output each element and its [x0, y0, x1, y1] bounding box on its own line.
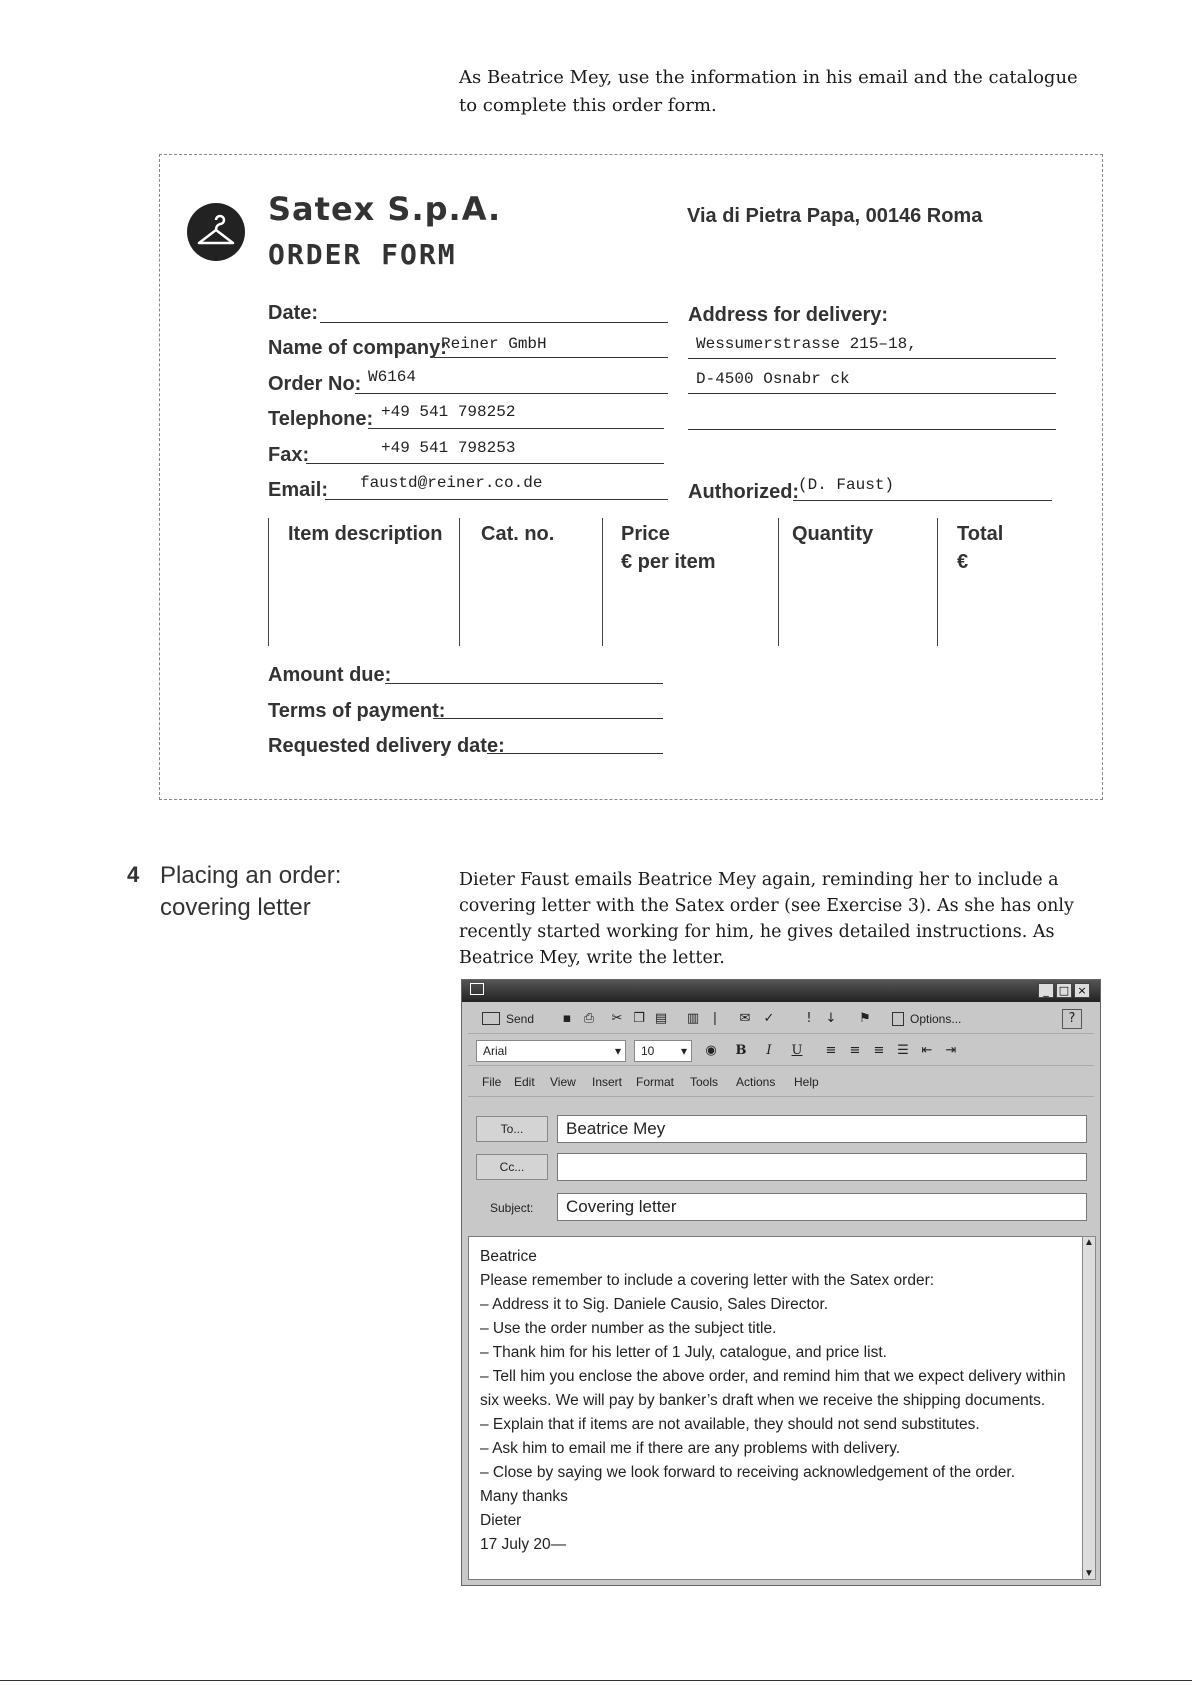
col-item-description: Item description — [288, 523, 443, 545]
close-button[interactable]: × — [1074, 983, 1090, 998]
email-window — [461, 979, 1101, 1586]
authorized-value: (D. Faust) — [798, 476, 895, 494]
body-line: – Use the order number as the subject title. — [480, 1320, 777, 1337]
font-color-icon[interactable]: ◉ — [705, 1043, 717, 1058]
col-price-unit: € per item — [621, 551, 716, 573]
telephone-line — [368, 428, 664, 429]
body-line: – Explain that if items are not available, they should not send substitutes. — [480, 1416, 980, 1433]
menu-help[interactable]: Help — [794, 1075, 819, 1089]
cut-icon[interactable]: ✂ — [611, 1011, 623, 1026]
menu-file[interactable]: File — [482, 1075, 502, 1089]
italic-icon[interactable]: I — [766, 1043, 772, 1058]
authorized-line — [793, 500, 1052, 501]
save-icon[interactable]: ▪ — [562, 1011, 572, 1026]
options-button[interactable] — [892, 1009, 972, 1029]
bullets-icon[interactable]: ☰ — [897, 1043, 909, 1058]
exercise-text: Dieter Faust emails Beatrice Mey again, reminding her to include a covering letter with the Satex order (see Exercise 3). As she has only recently started working for him, he gives detailed instructions. As Beatrice Mey, write the letter. — [459, 870, 1074, 968]
size-select[interactable] — [634, 1040, 692, 1062]
font-value: Arial — [483, 1044, 508, 1058]
table-rule-2 — [459, 518, 460, 646]
toolbar-formatting — [468, 1037, 1094, 1066]
telephone-label: Telephone: — [268, 408, 374, 430]
menu-format[interactable]: Format — [636, 1075, 675, 1089]
minimize-button[interactable]: _ — [1038, 983, 1054, 998]
to-field[interactable]: Beatrice Mey — [557, 1115, 1087, 1143]
brand-name: Satex S.p.A. — [268, 190, 502, 228]
terms-label: Terms of payment: — [268, 700, 446, 722]
order-no-line — [355, 393, 668, 394]
decrease-indent-icon[interactable]: ⇤ — [921, 1043, 933, 1058]
send-icon — [482, 1012, 500, 1025]
subject-label: Subject: — [490, 1201, 534, 1215]
amount-due-label: Amount due: — [268, 664, 392, 686]
col-total-unit: € — [957, 551, 969, 573]
company-line — [434, 357, 668, 358]
subject-field[interactable]: Covering letter — [557, 1193, 1087, 1221]
toolbar-standard — [468, 1005, 1094, 1034]
low-importance-icon[interactable]: ↓ — [825, 1011, 837, 1026]
scroll-down-icon[interactable]: ▼ — [1084, 1568, 1094, 1579]
table-rule-3 — [602, 518, 603, 646]
telephone-value: +49 541 798252 — [381, 403, 516, 421]
date-line — [320, 322, 668, 323]
delivery-value-2: D-4500 Osnabr ck — [696, 370, 850, 388]
delivery-date-label: Requested delivery date: — [268, 735, 505, 757]
email-line — [325, 499, 668, 500]
cc-button[interactable]: Cc... — [476, 1154, 548, 1180]
options-icon — [892, 1012, 904, 1026]
exercise-number: 4 — [127, 862, 140, 887]
order-no-value: W6164 — [368, 368, 417, 386]
title-bar — [462, 980, 1100, 1002]
increase-indent-icon[interactable]: ⇥ — [945, 1043, 957, 1058]
body-line: Beatrice — [480, 1248, 537, 1265]
fax-label: Fax: — [268, 444, 310, 466]
date-label: Date: — [268, 302, 319, 324]
print-icon[interactable]: ⎙ — [583, 1011, 595, 1026]
col-cat-no: Cat. no. — [481, 523, 555, 545]
col-quantity: Quantity — [792, 523, 874, 545]
align-right-icon[interactable]: ≡ — [873, 1043, 885, 1058]
menu-insert[interactable]: Insert — [592, 1075, 623, 1089]
delivery-date-line — [487, 753, 663, 754]
exercise-title: Placing an order: covering letter — [160, 862, 342, 921]
table-rule-1 — [268, 518, 269, 646]
insert-item-icon[interactable]: ✉ — [739, 1011, 751, 1026]
address-book-icon[interactable]: ▥ — [686, 1011, 700, 1026]
menu-bar — [468, 1068, 1094, 1097]
delivery-line-3 — [688, 429, 1056, 430]
delivery-label: Address for delivery: — [688, 304, 889, 326]
bold-icon[interactable]: B — [735, 1043, 747, 1058]
font-select[interactable] — [476, 1040, 626, 1062]
high-importance-icon[interactable]: ! — [806, 1011, 812, 1026]
flag-icon[interactable]: ⚑ — [859, 1011, 871, 1026]
copy-icon[interactable]: ❐ — [633, 1011, 645, 1026]
align-center-icon[interactable]: ≡ — [849, 1043, 861, 1058]
check-names-icon[interactable]: ✓ — [763, 1011, 775, 1026]
menu-view[interactable]: View — [550, 1075, 576, 1089]
size-value: 10 — [641, 1044, 655, 1058]
chevron-down-icon: ▾ — [680, 1044, 687, 1058]
menu-tools[interactable]: Tools — [690, 1075, 719, 1089]
body-line: six weeks. We will pay by banker’s draft when we receive the shipping documents. — [480, 1392, 1046, 1409]
table-rule-4 — [778, 518, 779, 646]
amount-due-line — [385, 683, 663, 684]
email-label: Email: — [268, 479, 329, 501]
terms-line — [433, 718, 663, 719]
maximize-button[interactable]: □ — [1056, 983, 1072, 998]
align-left-icon[interactable]: ≡ — [825, 1043, 837, 1058]
delivery-value-1: Wessumerstrasse 215–18, — [696, 335, 917, 353]
cc-field[interactable] — [557, 1153, 1087, 1181]
to-button[interactable]: To... — [476, 1116, 548, 1142]
order-no-label: Order No: — [268, 373, 362, 395]
paste-icon[interactable]: ▤ — [654, 1011, 668, 1026]
col-price: Price — [621, 523, 670, 545]
authorized-label: Authorized: — [688, 481, 800, 503]
form-title: ORDER FORM — [268, 238, 457, 271]
send-label: Send — [506, 1012, 535, 1026]
company-label: Name of company: — [268, 337, 447, 359]
body-line: – Address it to Sig. Daniele Causio, Sales Director. — [480, 1296, 829, 1313]
body-line: Many thanks — [480, 1488, 568, 1505]
body-line: Please remember to include a covering letter with the Satex order: — [480, 1272, 935, 1289]
delivery-line-1 — [688, 358, 1056, 359]
options-label: Options... — [910, 1012, 962, 1026]
scroll-up-icon[interactable]: ▲ — [1084, 1237, 1094, 1248]
intro-text: As Beatrice Mey, use the information in his email and the catalogue to complete this order form. — [459, 67, 1078, 116]
fax-value: +49 541 798253 — [381, 439, 516, 457]
attach-icon[interactable]: ❘ — [709, 1011, 721, 1026]
fax-line — [306, 463, 664, 464]
table-rule-5 — [937, 518, 938, 646]
chevron-down-icon: ▾ — [614, 1044, 621, 1058]
menu-edit[interactable]: Edit — [514, 1075, 535, 1089]
menu-actions[interactable]: Actions — [736, 1075, 776, 1089]
body-line: – Ask him to email me if there are any problems with delivery. — [480, 1440, 901, 1457]
body-line: – Tell him you enclose the above order, and remind him that we expect delivery within — [480, 1368, 1066, 1385]
underline-icon[interactable]: U — [791, 1043, 803, 1058]
col-total: Total — [957, 523, 1004, 545]
body-line: – Thank him for his letter of 1 July, catalogue, and price list. — [480, 1344, 887, 1361]
scrollbar[interactable] — [1082, 1236, 1096, 1580]
company-value: Reiner GmbH — [441, 335, 547, 353]
page-bottom-rule — [0, 1680, 1192, 1681]
help-icon[interactable]: ? — [1062, 1009, 1082, 1029]
hanger-icon — [187, 203, 245, 261]
body-line: Dieter — [480, 1512, 522, 1529]
body-line: 17 July 20— — [480, 1536, 567, 1553]
envelope-icon — [470, 983, 484, 995]
company-address: Via di Pietra Papa, 00146 Roma — [687, 205, 983, 227]
body-line: – Close by saying we look forward to receiving acknowledgement of the order. — [480, 1464, 1016, 1481]
delivery-line-2 — [688, 393, 1056, 394]
send-button[interactable] — [482, 1009, 542, 1029]
email-value: faustd@reiner.co.de — [360, 474, 543, 492]
